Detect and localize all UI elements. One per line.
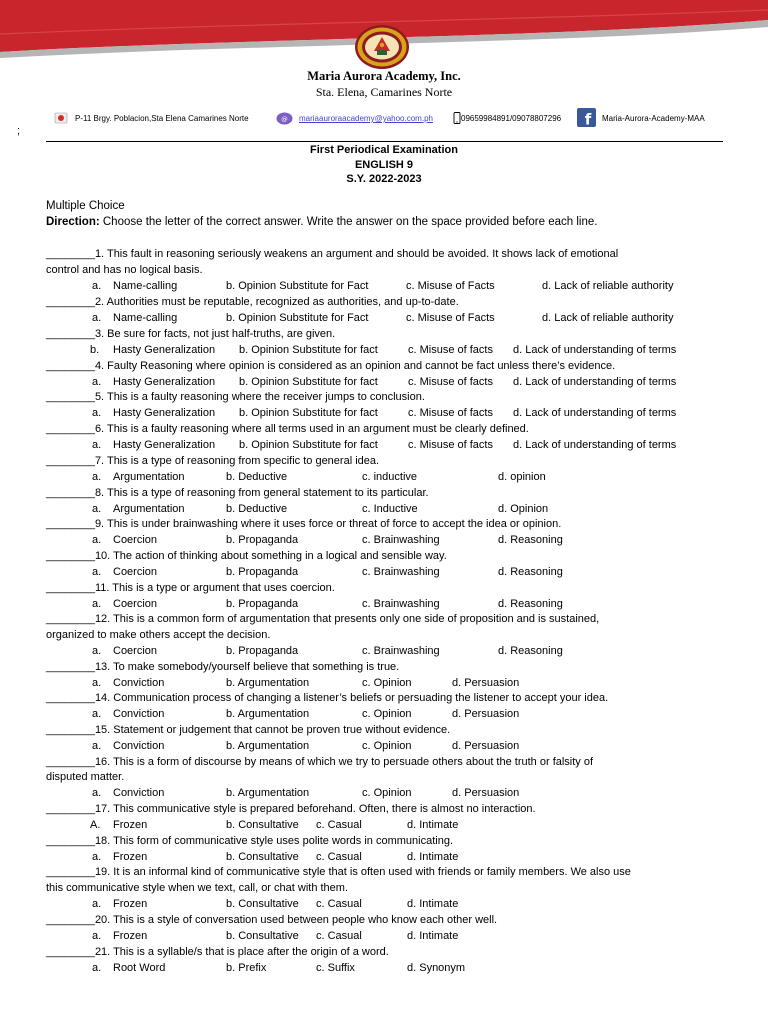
- answer-option: d. Intimate: [407, 819, 459, 831]
- facebook-page: Maria-Aurora-Academy-MAA: [602, 114, 705, 123]
- answer-option: Hasty Generalization: [113, 376, 216, 388]
- answer-option: a.: [92, 534, 102, 546]
- answer-option: b. Consultative: [226, 851, 299, 863]
- answer-option: Conviction: [113, 787, 165, 799]
- question-text: ________20. This is a style of conversation used between people who know each other well.: [46, 914, 498, 926]
- answer-option: Coercion: [113, 566, 158, 578]
- question-text: control and has no logical basis.: [46, 264, 203, 276]
- school-year: S.Y. 2022-2023: [346, 173, 422, 185]
- answer-option: b. Propaganda: [226, 598, 299, 610]
- answer-option: d. Reasoning: [498, 645, 563, 657]
- question-text: ________18. This form of communicative style uses polite words in communicating.: [46, 835, 453, 847]
- question-text: ________8. This is a type of reasoning from general statement to its particular.: [46, 487, 429, 499]
- answer-option: c. Opinion: [362, 740, 412, 752]
- question-text: ________2. Authorities must be reputable, recognized as authorities, and up-to-date.: [46, 296, 459, 308]
- answer-option: b. Argumentation: [226, 708, 310, 720]
- question-text: ________6. This is a faulty reasoning where all terms used in an argument must be clearly defined.: [46, 423, 529, 435]
- answer-option: b. Opinion Substitute for fact: [239, 376, 378, 388]
- answer-option: d. Reasoning: [498, 598, 563, 610]
- exam-title: First Periodical Examination: [310, 144, 458, 156]
- school-name: Maria Aurora Academy, Inc.: [307, 69, 461, 83]
- answer-option: a.: [92, 898, 102, 910]
- contact-bar: [0, 111, 768, 127]
- answer-option: d. Intimate: [407, 930, 459, 942]
- answer-option: Frozen: [113, 819, 148, 831]
- answer-option: b. Propaganda: [226, 534, 299, 546]
- answer-options: [0, 280, 768, 293]
- answer-option: Coercion: [113, 645, 158, 657]
- answer-option: d. Reasoning: [498, 534, 563, 546]
- answer-option: d. Persuasion: [452, 740, 520, 752]
- answer-option: b. Deductive: [226, 503, 288, 515]
- answer-option: d. Intimate: [407, 898, 459, 910]
- question-text: ________15. Statement or judgement that cannot be proven true without evidence.: [46, 724, 451, 736]
- answer-option: b. Opinion Substitute for fact: [239, 439, 378, 451]
- answer-option: d. opinion: [498, 471, 546, 483]
- answer-option: Frozen: [113, 898, 148, 910]
- answer-option: Hasty Generalization: [113, 407, 216, 419]
- answer-option: Conviction: [113, 740, 165, 752]
- answer-option: a.: [92, 930, 102, 942]
- answer-option: b. Opinion Substitute for Fact: [226, 280, 369, 292]
- answer-options: [0, 534, 768, 547]
- email-link[interactable]: mariaauroraacademy@yahoo.com.ph: [299, 114, 433, 123]
- answer-option: d. Reasoning: [498, 566, 563, 578]
- question-text: ________7. This is a type of reasoning from specific to general idea.: [46, 455, 380, 467]
- answer-option: Frozen: [113, 851, 148, 863]
- answer-option: a.: [92, 962, 102, 974]
- answer-option: Conviction: [113, 677, 165, 689]
- answer-option: Argumentation: [113, 471, 185, 483]
- answer-option: a.: [92, 376, 102, 388]
- answer-option: c. inductive: [362, 471, 418, 483]
- answer-option: b.: [90, 344, 100, 356]
- section-title: Multiple Choice: [46, 200, 125, 212]
- answer-option: b. Consultative: [226, 819, 299, 831]
- question-text: ________19. It is an informal kind of communicative style that is often used with friends or family members. We also use: [46, 866, 631, 878]
- exam-subject: ENGLISH 9: [354, 158, 414, 171]
- question-text: ________5. This is a faulty reasoning where the receiver jumps to conclusion.: [46, 391, 425, 403]
- answer-option: b. Argumentation: [226, 740, 310, 752]
- answer-option: d. Intimate: [407, 851, 459, 863]
- question-text: ________16. This is a form of discourse by means of which we try to persuade others about the truth or falsity of: [46, 756, 594, 768]
- answer-option: c. Brainwashing: [362, 645, 440, 657]
- answer-option: a.: [92, 280, 102, 292]
- answer-option: Coercion: [113, 598, 158, 610]
- question-text: ________11. This is a type or argument that uses coercion.: [46, 582, 335, 594]
- question-text: ________9. This is under brainwashing where it uses force or threat of force to accept the idea or opinion.: [46, 518, 562, 530]
- answer-options: [0, 598, 768, 611]
- svg-text:f: f: [584, 110, 592, 127]
- answer-options: [0, 566, 768, 579]
- answer-option: b. Argumentation: [226, 677, 310, 689]
- answer-option: c. Brainwashing: [362, 566, 440, 578]
- question-text: ________17. This communicative style is prepared beforehand. Often, there is almost no interaction.: [46, 803, 536, 815]
- answer-option: Argumentation: [113, 503, 185, 515]
- svg-text:@: @: [281, 115, 288, 123]
- answer-option: c. Misuse of facts: [408, 344, 493, 356]
- answer-option: d. Lack of understanding of terms: [513, 439, 677, 451]
- answer-option: d. Lack of reliable authority: [542, 312, 674, 324]
- answer-option: c. Misuse of facts: [408, 439, 493, 451]
- answer-option: c. Brainwashing: [362, 598, 440, 610]
- answer-option: b. Propaganda: [226, 566, 299, 578]
- direction: [46, 216, 746, 228]
- answer-option: d. Lack of understanding of terms: [513, 344, 677, 356]
- answer-option: d. Persuasion: [452, 708, 520, 720]
- answer-option: a.: [92, 740, 102, 752]
- school-address: P-11 Brgy. Poblacion,Sta Elena Camarines Norte: [75, 114, 249, 123]
- answer-option: a.: [92, 708, 102, 720]
- answer-option: A.: [90, 819, 101, 831]
- answer-option: b. Prefix: [226, 962, 267, 974]
- answer-option: b. Opinion Substitute for Fact: [226, 312, 369, 324]
- question-text: ________12. This is a common form of argumentation that presents only one side of proposition and is sustained,: [46, 613, 600, 625]
- answer-options: [0, 819, 768, 832]
- answer-option: c. Opinion: [362, 708, 412, 720]
- answer-option: a.: [92, 645, 102, 657]
- answer-option: b. Argumentation: [226, 787, 310, 799]
- answer-option: b. Consultative: [226, 898, 299, 910]
- phone-numbers: 09659984891/09078807296: [461, 114, 562, 123]
- answer-options: [0, 708, 768, 721]
- answer-option: Hasty Generalization: [113, 439, 216, 451]
- answer-option: c. Misuse of facts: [408, 376, 493, 388]
- exam-heading: [0, 143, 768, 187]
- answer-option: d. Persuasion: [452, 787, 520, 799]
- answer-option: c. Misuse of Facts: [406, 280, 495, 292]
- question-text: disputed matter.: [46, 771, 125, 783]
- answer-option: c. Casual: [316, 819, 362, 831]
- answer-option: d. Opinion: [498, 503, 549, 515]
- phone-icon: [453, 112, 461, 125]
- answer-option: b. Consultative: [226, 930, 299, 942]
- school-seal-logo: [354, 24, 410, 70]
- answer-option: a.: [92, 312, 102, 324]
- answer-options: [0, 312, 768, 325]
- answer-option: Root Word: [113, 962, 166, 974]
- direction-text: Choose the letter of the correct answer. Write the answer on the space provided before each line.: [99, 216, 598, 228]
- answer-option: a.: [92, 471, 102, 483]
- answer-options: [0, 471, 768, 484]
- answer-options: [0, 962, 768, 975]
- answer-options: [0, 344, 768, 357]
- answer-options: [0, 645, 768, 658]
- answer-option: c. Inductive: [362, 503, 418, 515]
- answer-option: d. Lack of understanding of terms: [513, 407, 677, 419]
- answer-options: [0, 407, 768, 420]
- answer-option: c. Brainwashing: [362, 534, 440, 546]
- answer-options: [0, 740, 768, 753]
- answer-option: c. Casual: [316, 851, 362, 863]
- school-location: Sta. Elena, Camarines Norte: [315, 85, 453, 99]
- answer-option: a.: [92, 787, 102, 799]
- answer-option: Coercion: [113, 534, 158, 546]
- direction-label: Direction:: [46, 216, 100, 228]
- answer-option: Hasty Generalization: [113, 344, 216, 356]
- question-text: ________10. The action of thinking about something in a logical and sensible way.: [46, 550, 447, 562]
- answer-option: d. Lack of reliable authority: [542, 280, 674, 292]
- location-pin-icon: [54, 112, 68, 124]
- answer-option: a.: [92, 598, 102, 610]
- answer-option: b. Opinion Substitute for fact: [239, 407, 378, 419]
- answer-option: b. Deductive: [226, 471, 288, 483]
- answer-options: [0, 677, 768, 690]
- answer-option: d. Lack of understanding of terms: [513, 376, 677, 388]
- answer-option: a.: [92, 566, 102, 578]
- answer-option: c. Opinion: [362, 677, 412, 689]
- question-text: ________4. Faulty Reasoning where opinion is considered as an opinion and cannot be fact unless there’s evidence.: [46, 360, 616, 372]
- answer-option: b. Propaganda: [226, 645, 299, 657]
- answer-options: [0, 787, 768, 800]
- answer-option: a.: [92, 407, 102, 419]
- answer-option: c. Suffix: [316, 962, 355, 974]
- answer-option: c. Casual: [316, 930, 362, 942]
- answer-options: [0, 930, 768, 943]
- answer-option: Conviction: [113, 708, 165, 720]
- answer-options: [0, 439, 768, 452]
- margin-mark: ;: [17, 125, 21, 137]
- answer-option: d. Synonym: [407, 962, 466, 974]
- header-divider: [46, 141, 723, 142]
- answer-option: c. Casual: [316, 898, 362, 910]
- answer-options: [0, 376, 768, 389]
- email-icon: [276, 112, 293, 125]
- answer-option: Name-calling: [113, 280, 178, 292]
- question-text: this communicative style when we text, call, or chat with them.: [46, 882, 349, 894]
- question-text: ________3. Be sure for facts, not just half-truths, are given.: [46, 328, 336, 340]
- question-text: ________14. Communication process of changing a listener’s beliefs or persuading the listener to accept your idea.: [46, 692, 609, 704]
- question-text: ________21. This is a syllable/s that is place after the origin of a word.: [46, 946, 389, 958]
- question-text: ________13. To make somebody/yourself believe that something is true.: [46, 661, 400, 673]
- answer-option: Frozen: [113, 930, 148, 942]
- answer-option: a.: [92, 851, 102, 863]
- answer-option: c. Misuse of facts: [408, 407, 493, 419]
- answer-option: c. Opinion: [362, 787, 412, 799]
- answer-option: c. Misuse of Facts: [406, 312, 495, 324]
- answer-option: a.: [92, 677, 102, 689]
- answer-options: [0, 851, 768, 864]
- answer-option: a.: [92, 503, 102, 515]
- answer-options: [0, 503, 768, 516]
- answer-option: d. Persuasion: [452, 677, 520, 689]
- answer-option: a.: [92, 439, 102, 451]
- answer-options: [0, 898, 768, 911]
- answer-option: Name-calling: [113, 312, 178, 324]
- question-text: ________1. This fault in reasoning seriously weakens an argument and should be avoided. It shows lack of emotional: [46, 248, 619, 260]
- answer-option: b. Opinion Substitute for fact: [239, 344, 378, 356]
- question-text: organized to make others accept the decision.: [46, 629, 271, 641]
- facebook-icon: [577, 108, 596, 127]
